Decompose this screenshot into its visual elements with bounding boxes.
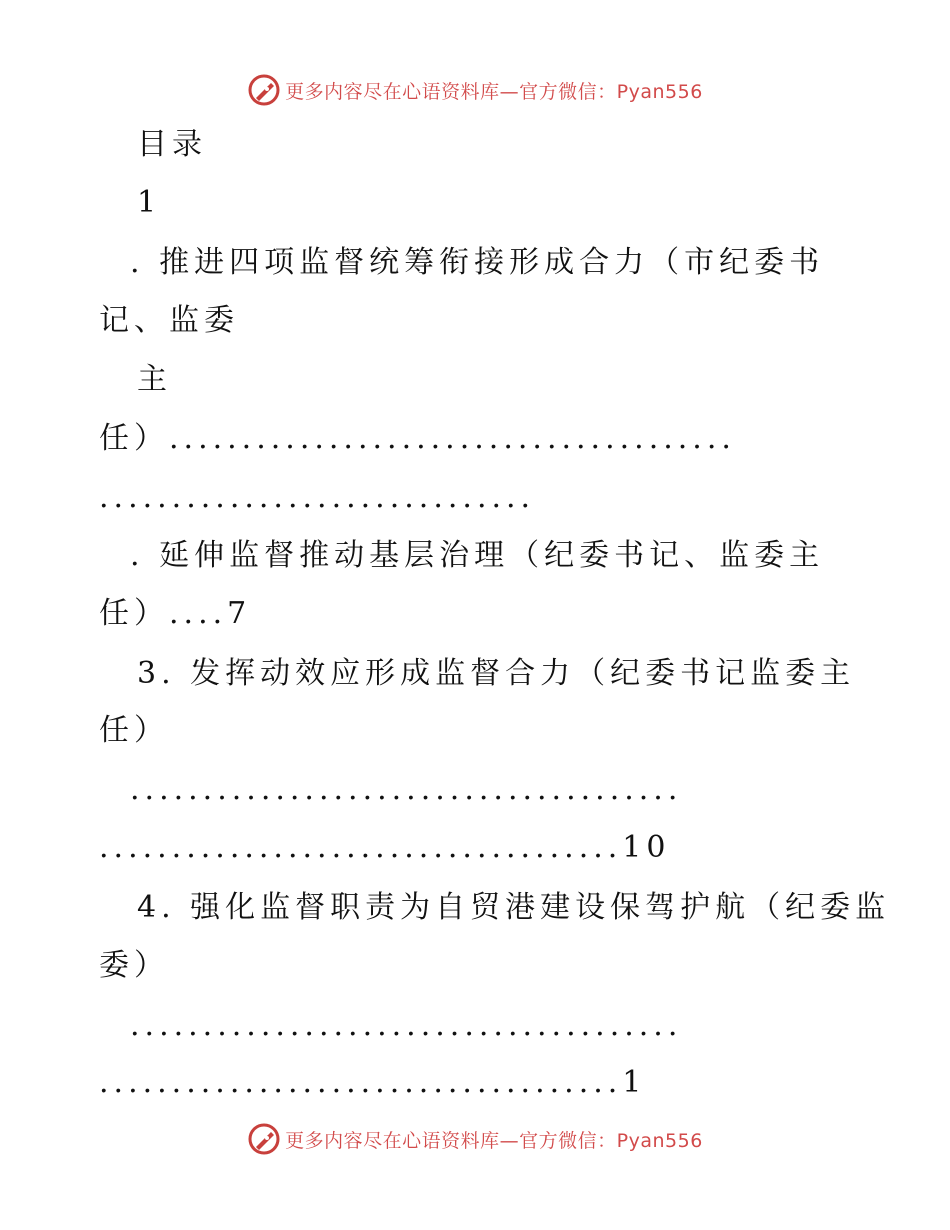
toc-line: 3. 发挥动效应形成监督合力（纪委书记监委主	[137, 656, 856, 691]
toc-line: ....................................10	[99, 830, 671, 865]
watermark-banner-bottom	[0, 1119, 950, 1159]
watermark-banner-top	[0, 70, 950, 110]
toc-line: 主	[137, 362, 172, 397]
toc-line: ..............................	[99, 480, 536, 515]
toc-line: . 推进四项监督统筹衔接形成合力（市纪委书	[130, 245, 825, 280]
toc-line: 1	[137, 185, 162, 220]
watermark-text-bottom: 更多内容尽在心语资料库—官方微信：Pyan556	[285, 1129, 703, 1152]
toc-line: . 延伸监督推动基层治理（纪委书记、监委主	[130, 538, 825, 573]
pen-nib-logo-icon	[247, 1122, 281, 1156]
watermark-text-top: 更多内容尽在心语资料库—官方微信：Pyan556	[285, 80, 703, 103]
toc-line: 任）	[99, 713, 169, 748]
toc-line: ......................................	[130, 772, 683, 807]
toc-line: ....................................1	[99, 1065, 647, 1100]
toc-line: 任）.......................................	[99, 421, 736, 456]
toc-line: ......................................	[130, 1008, 683, 1043]
toc-line: 记、监委	[99, 303, 239, 338]
pen-nib-logo-icon	[247, 73, 281, 107]
toc-line: 任）....7	[99, 596, 252, 631]
toc-line: 委）	[99, 948, 169, 983]
toc-heading: 目录	[137, 127, 207, 162]
toc-line: 4. 强化监督职责为自贸港建设保驾护航（纪委监	[137, 890, 891, 925]
